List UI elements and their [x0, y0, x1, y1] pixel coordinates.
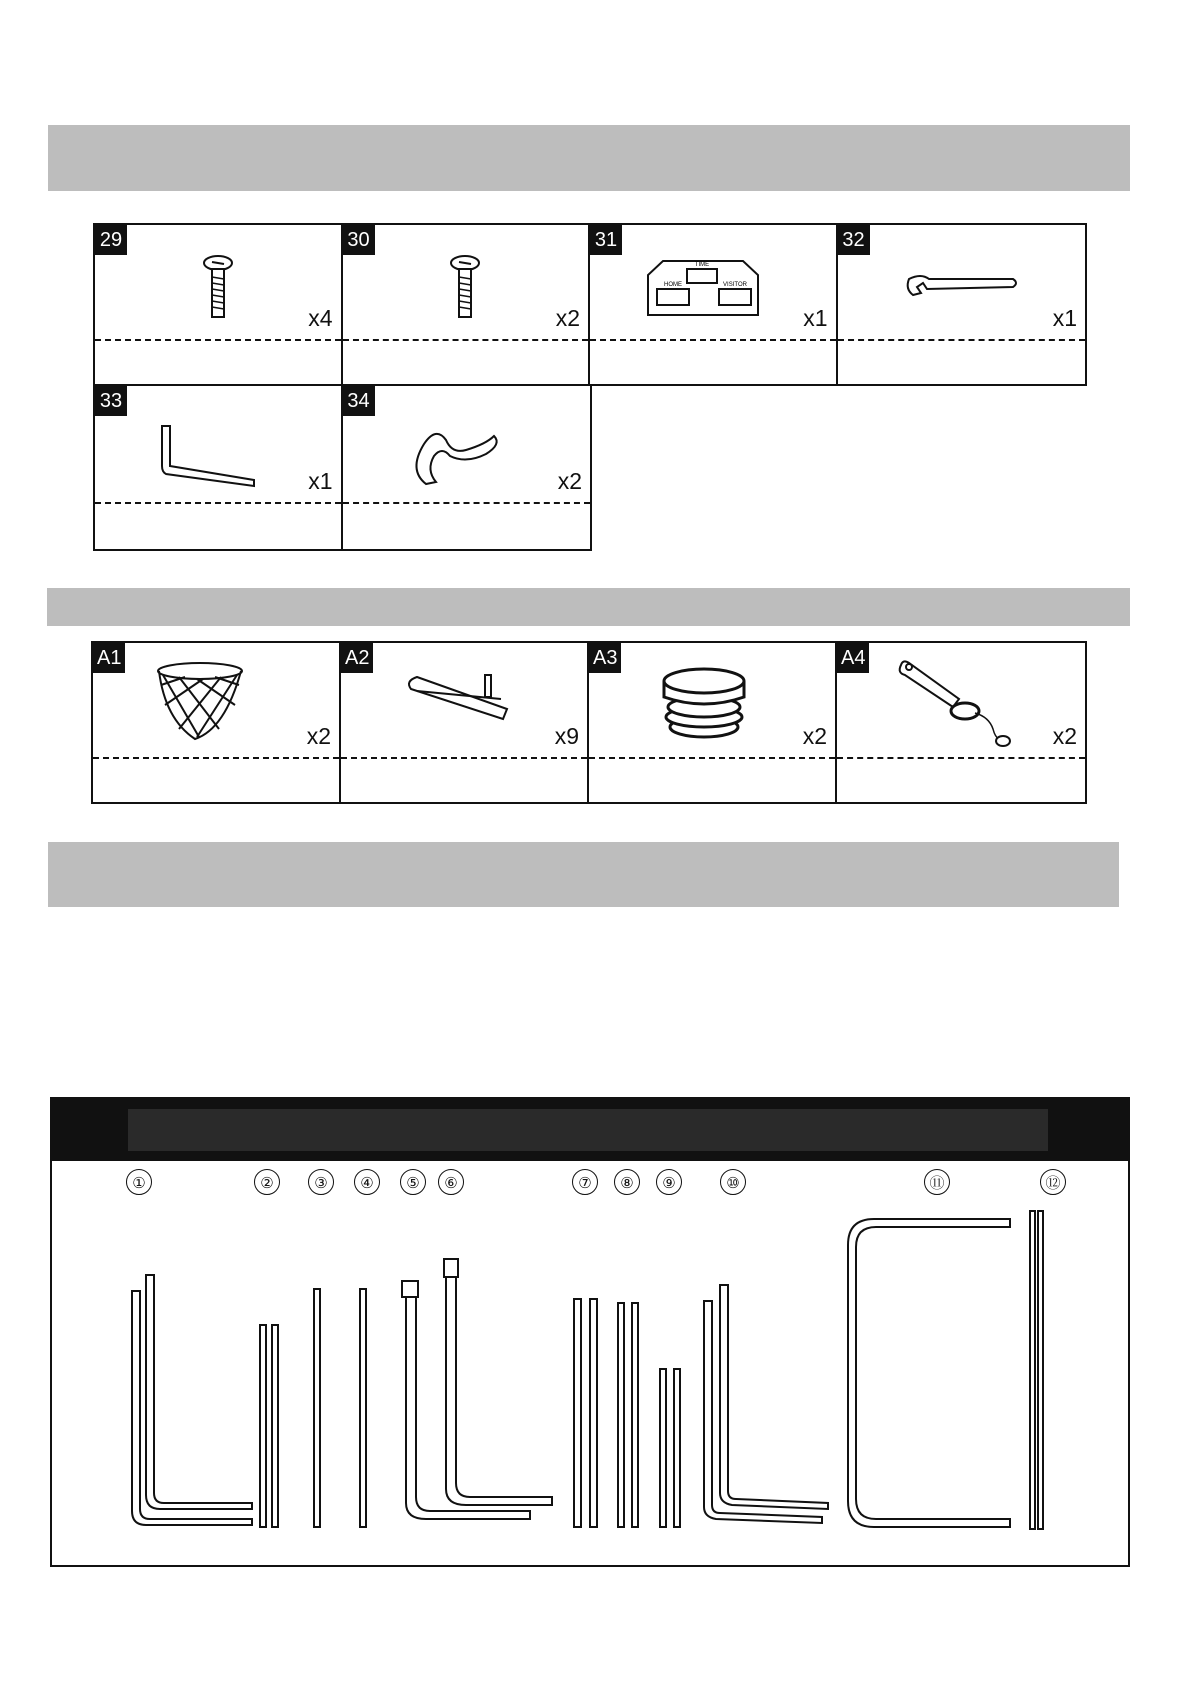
accessory-item-a1	[93, 643, 341, 802]
allen-key-icon	[158, 422, 258, 492]
net-icon	[155, 659, 245, 743]
item-quantity: x1	[308, 468, 333, 494]
item-number: 34	[343, 386, 375, 416]
hardware-item-31	[590, 225, 838, 384]
dashed-divider	[589, 757, 835, 759]
item-quantity: x1	[803, 305, 828, 331]
tube-label-3: ③	[308, 1169, 334, 1195]
tube-label-11: ⑪	[924, 1169, 950, 1195]
item-quantity: x2	[802, 723, 827, 749]
time-label: TIME	[694, 262, 709, 268]
tube-drawings	[52, 1099, 1128, 1565]
home-label: HOME	[663, 282, 682, 288]
tube-12-icon	[1030, 1211, 1035, 1529]
section-header-band	[48, 842, 1119, 907]
hardware-grid-row-1	[93, 223, 1087, 386]
scoreboard-icon	[643, 253, 763, 319]
item-number: 32	[838, 225, 870, 255]
tube-label-7: ⑦	[572, 1169, 598, 1195]
tube-label-9: ⑨	[656, 1169, 682, 1195]
dashed-divider	[838, 339, 1086, 341]
tube-12-icon	[1038, 1211, 1043, 1529]
accessories-grid	[91, 641, 1087, 804]
tube-3-icon	[314, 1289, 320, 1527]
tube-label-1: ①	[126, 1169, 152, 1195]
item-quantity: x2	[1052, 723, 1077, 749]
hardware-grid-row-2	[93, 386, 592, 551]
item-number: 30	[343, 225, 375, 255]
tube-4-icon	[360, 1289, 366, 1527]
dashed-divider	[837, 757, 1085, 759]
tube-8-icon	[618, 1303, 624, 1527]
item-quantity: x2	[306, 723, 331, 749]
item-quantity: x1	[1052, 305, 1077, 331]
tube-10-icon	[720, 1285, 828, 1509]
tube-label-10: ⑩	[720, 1169, 746, 1195]
item-quantity: x2	[555, 305, 580, 331]
accessory-item-a4	[837, 643, 1085, 802]
dashed-divider	[590, 339, 836, 341]
dashed-divider	[343, 339, 589, 341]
tube-label-12: ⑫	[1040, 1169, 1066, 1195]
hardware-item-34	[343, 386, 591, 549]
tube-label-4: ④	[354, 1169, 380, 1195]
item-number: 29	[95, 225, 127, 255]
item-quantity: x4	[308, 305, 333, 331]
tube-11-icon	[848, 1219, 1010, 1527]
tube-2-icon	[272, 1325, 278, 1527]
hardware-item-32	[838, 225, 1086, 384]
dashed-divider	[341, 757, 587, 759]
tube-5-icon	[406, 1289, 530, 1519]
tube-2-icon	[260, 1325, 266, 1527]
item-quantity: x2	[557, 468, 582, 494]
screw-icon	[445, 255, 485, 321]
tube-label-8: ⑧	[614, 1169, 640, 1195]
dashed-divider	[95, 502, 341, 504]
dashed-divider	[343, 502, 591, 504]
tube-label-2: ②	[254, 1169, 280, 1195]
hardware-item-33	[95, 386, 343, 549]
wrench-icon	[901, 269, 1021, 303]
end-cap-icon	[658, 663, 750, 743]
section-header-band	[47, 588, 1130, 626]
dashed-divider	[93, 757, 339, 759]
hardware-item-29	[95, 225, 343, 384]
item-number: 31	[590, 225, 622, 255]
tube-6-icon	[446, 1271, 552, 1505]
item-quantity: x9	[554, 723, 579, 749]
item-number: A4	[837, 643, 869, 673]
section-header-band	[48, 125, 1130, 191]
tube-9-icon	[674, 1369, 680, 1527]
tube-parts-panel	[50, 1097, 1130, 1567]
tube-9-icon	[660, 1369, 666, 1527]
visitor-label: VISITOR	[722, 282, 747, 288]
item-number: A1	[93, 643, 125, 673]
tube-label-5: ⑤	[400, 1169, 426, 1195]
pin-icon	[895, 657, 1015, 747]
tube-7-icon	[574, 1299, 581, 1527]
tube-8-icon	[632, 1303, 638, 1527]
clip-icon	[403, 669, 513, 725]
accessory-item-a3	[589, 643, 837, 802]
strap-icon	[406, 420, 506, 490]
screw-icon	[198, 255, 238, 321]
item-number: A2	[341, 643, 373, 673]
item-number: 33	[95, 386, 127, 416]
tube-1-icon	[146, 1275, 252, 1509]
item-number: A3	[589, 643, 621, 673]
tube-label-6: ⑥	[438, 1169, 464, 1195]
accessory-item-a2	[341, 643, 589, 802]
tube-7-icon	[590, 1299, 597, 1527]
hardware-item-30	[343, 225, 591, 384]
dashed-divider	[95, 339, 341, 341]
